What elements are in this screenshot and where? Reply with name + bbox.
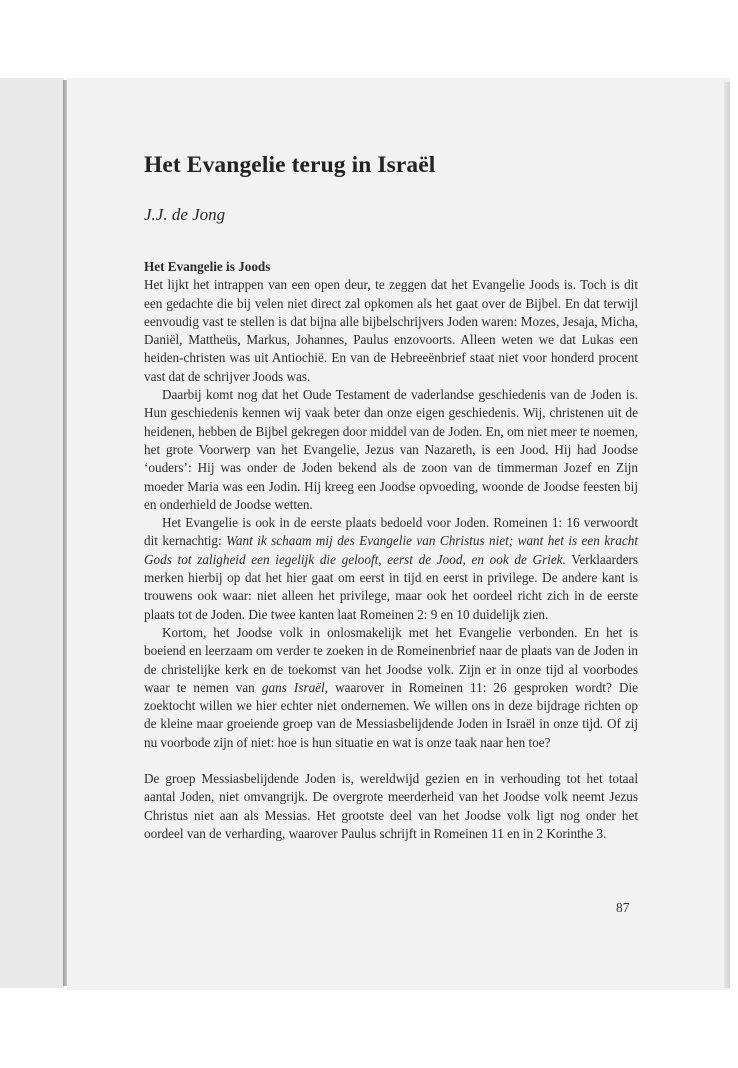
paragraph-text: Het Evangelie is ook in de eerste plaats bedoeld voor Joden. Romeinen 1: 16 verwoordt dit kernachtig: [144,515,638,549]
paragraph-text: Het lijkt het intrappen van een open deur, te zeggen dat het Evangelie Joods is. Toch is dit een gedachte die bij velen niet direct zal opkomen als het gaat over de Bijbel. En dat terwijl eenvoudig vast te stellen is dat bijna alle bijbelschrijvers Joden waren: Mozes, Jesaja, Micha, Daniël, Mattheüs, Markus, Johannes, Paulus enzovoorts. Alleen weten we dat Lukas een heiden-christen was uit Antiochië. En van de Hebreeënbrief staat niet voor honderd procent vast dat de schrijver Joods was. [144,277,638,384]
left-page-edge [0,78,64,988]
paragraph-text: Daarbij komt nog dat het Oude Testament de vaderlandse geschiedenis van de Joden is. Hun geschiedenis kennen wij vaak beter dan onze eigen geschiedenis. Wij, christenen uit de heidenen, hebben de Bijbel gekregen door middel van de Joden. En, om niet meer te noemen, het grote Voorwerp van het Evangelie, Jezus van Nazareth, is een Jood. Hij had Joodse ‘ouders’: Hij was onder de Joden bekend als de zoon van de timmerman Jozef en Zijn moeder Maria was een Jodin. Hij kreeg een Joodse opvoeding, woonde de Joodse feesten bij en onderhield de Joodse wetten. [144,387,638,512]
article-title: Het Evangelie terug in Israël [144,152,436,178]
paragraph-text: , waarover in Romeinen 11: 26 gesproken wordt? Die zoektocht willen we hier echter niet ondernemen. We willen ons in deze bijdrage richten op de kleine maar groeiende groep van de Messiasbelijdende Joden in Israël in onze tijd. Of zij nu voorbode zijn of niet: hoe is hun situatie en wat is onze taak naar hen toe? [144,679,638,750]
italic-quote: gans Israël [261,679,325,695]
paragraph-text: De groep Messiasbelijdende Joden is, wereldwijd gezien en in verhouding tot het totaal aantal Joden, niet omvangrijk. De overgrote meerderheid van het Joodse volk neemt Jezus Christus niet aan als Messias. Het grootste deel van het Joodse volk ligt nog onder het oordeel van de verharding, waarover Paulus schrijft in Romeinen 11 en in 2 Korinthe 3. [144,771,638,841]
paragraph-3 [144,514,638,624]
paragraph-1 [144,276,638,386]
article-author: J.J. de Jong [144,205,226,224]
paragraph-5 [144,770,638,843]
page-number: 87 [616,900,630,915]
section-heading: Het Evangelie is Joods [144,259,271,274]
paragraph-text: Verklaarders merken hierbij op dat het hier gaat om eerst in tijd en eerst in privilege. De andere kant is trouwens ook waar: niet alleen het privilege, maar ook het oordeel richt zich in de eerste plaats tot de Joden. Die twee kanten laat Romeinen 2: 9 en 10 duidelijk zien. [144,551,638,622]
page-edge-shadow [724,82,730,988]
paragraph-2 [144,386,638,514]
paragraph-4 [144,624,638,752]
paragraph-text: Kortom, het Joodse volk in onlosmakelijk met het Evangelie verbonden. En het is boeiend en leerzaam om verder te zoeken in de Romeinenbrief naar de plaats van de Joden in de christelijke kerk en de toekomst van het Joodse volk. Zijn er in onze tijd al voorbodes waar te nemen van [144,624,638,695]
italic-quote: Want ik schaam mij des Evangelie van Christus niet; want het is een kracht Gods tot zaligheid een iegelijk die gelooft, eerst de Jood, en ook de Griek. [144,533,638,567]
book-spine [63,80,67,986]
article-body [144,258,638,843]
